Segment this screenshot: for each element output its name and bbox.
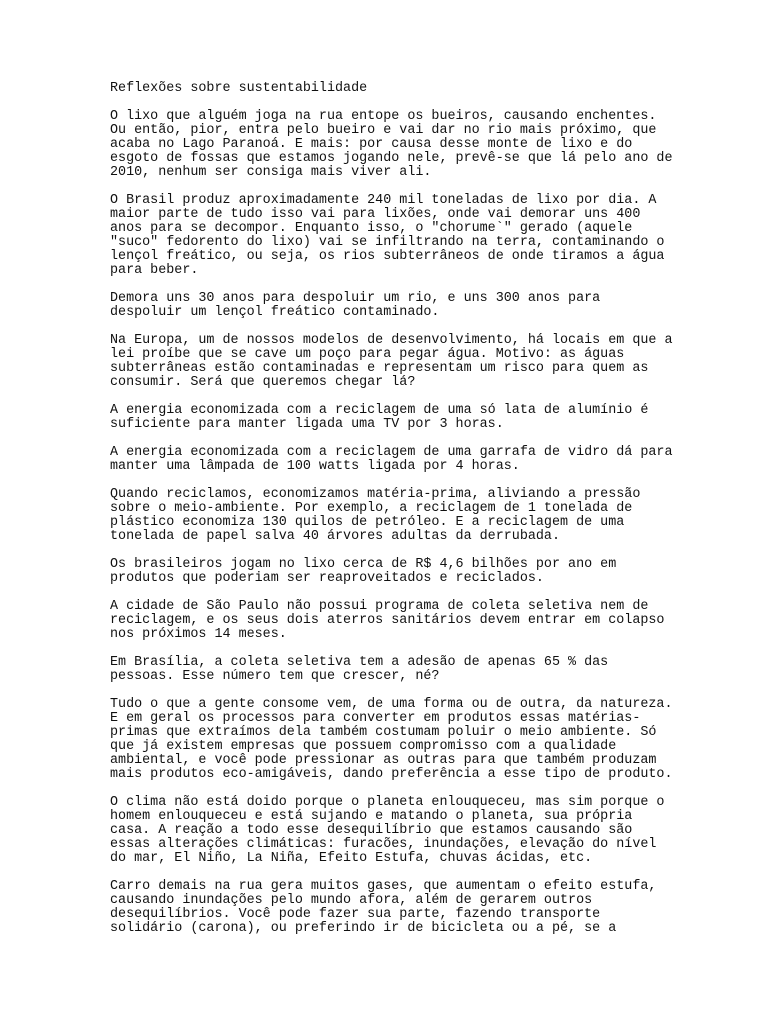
paragraph-sao-paulo: A cidade de São Paulo não possui programa de coleta seletiva nem de reciclagem, e os seus dois aterros sanitários devem entrar em colapso nos próximos 14 meses. [110, 599, 665, 642]
paragraph-carro: Carro demais na rua gera muitos gases, que aumentam o efeito estufa, causando inundações pelo mundo afora, além de gerarem outros desequilíbrios. Você pode fazer sua parte, fazendo transporte solidário (carona), ou preferindo ir de bicicleta ou a pé, se a [110, 879, 657, 936]
paragraph-europa: Na Europa, um de nossos modelos de desenvolvimento, há locais em que a lei proíbe que se cave um poço para pegar água. Motivo: as águas subterrâneas estão contaminadas e representam um risco para quem as consumir. Será que queremos chegar lá? [110, 333, 673, 390]
paragraph-aluminio: A energia economizada com a reciclagem de uma só lata de alumínio é suficiente para manter ligada uma TV por 3 horas. [110, 403, 649, 432]
paragraph-lixo-bueiros: O lixo que alguém joga na rua entope os bueiros, causando enchentes. Ou então, pior, entra pelo bueiro e vai dar no rio mais próximo, que acaba no Lago Paranoá. E mais: por causa desse monte de lixo e do esgoto de fossas que estamos jogando nele, prevê-se que lá pelo ano de 2010, nenhum ser consiga mais viver ali. [110, 109, 673, 180]
document-page [110, 81, 673, 950]
document-title: Reflexões sobre sustentabilidade [110, 81, 368, 96]
paragraph-brasilia: Em Brasília, a coleta seletiva tem a adesão de apenas 65 % das pessoas. Esse número tem que crescer, né? [110, 655, 609, 684]
paragraph-bilhoes: Os brasileiros jogam no lixo cerca de R$ 4,6 bilhões por ano em produtos que poderiam ser reaproveitados e reciclados. [110, 557, 617, 586]
paragraph-brasil-lixo: O Brasil produz aproximadamente 240 mil toneladas de lixo por dia. A maior parte de tudo isso vai para lixões, onde vai demorar uns 400 anos para se decompor. Enquanto isso, o "chorume`" gerado (aquele "suco" fedorento do lixo) vai se infiltrando na terra, contaminando o lençol freático, ou seja, os rios subterrâneos de onde tiramos a água para beber. [110, 193, 665, 278]
paragraph-natureza: Tudo o que a gente consome vem, de uma forma ou de outra, da natureza. E em geral os processos para converter em produtos essas matérias- primas que extraímos dela também costumam poluir o meio ambiente. Só que já existem empresas que possuem compromisso com a qualidade ambiental, e você pode pressionar as outras para que também produzam mais produtos eco-amigáveis, dando preferência a esse tipo de produto. [110, 697, 673, 782]
paragraph-clima: O clima não está doido porque o planeta enlouqueceu, mas sim porque o homem enlouqueceu e está sujando e matando o planeta, sua própria casa. A reação a todo esse desequilíbrio que estamos causando são essas alterações climáticas: furacões, inundações, elevação do nível do mar, El Niño, La Niña, Efeito Estufa, chuvas ácidas, etc. [110, 795, 665, 866]
paragraph-despoluir: Demora uns 30 anos para despoluir um rio, e uns 300 anos para despoluir um lençol freático contaminado. [110, 291, 601, 320]
paragraph-reciclagem: Quando reciclamos, economizamos matéria-prima, aliviando a pressão sobre o meio-ambiente. Por exemplo, a reciclagem de 1 tonelada de plástico economiza 130 quilos de petróleo. E a reciclagem de uma tonelada de papel salva 40 árvores adultas da derrubada. [110, 487, 641, 544]
paragraph-vidro: A energia economizada com a reciclagem de uma garrafa de vidro dá para manter uma lâmpada de 100 watts ligada por 4 horas. [110, 445, 673, 474]
